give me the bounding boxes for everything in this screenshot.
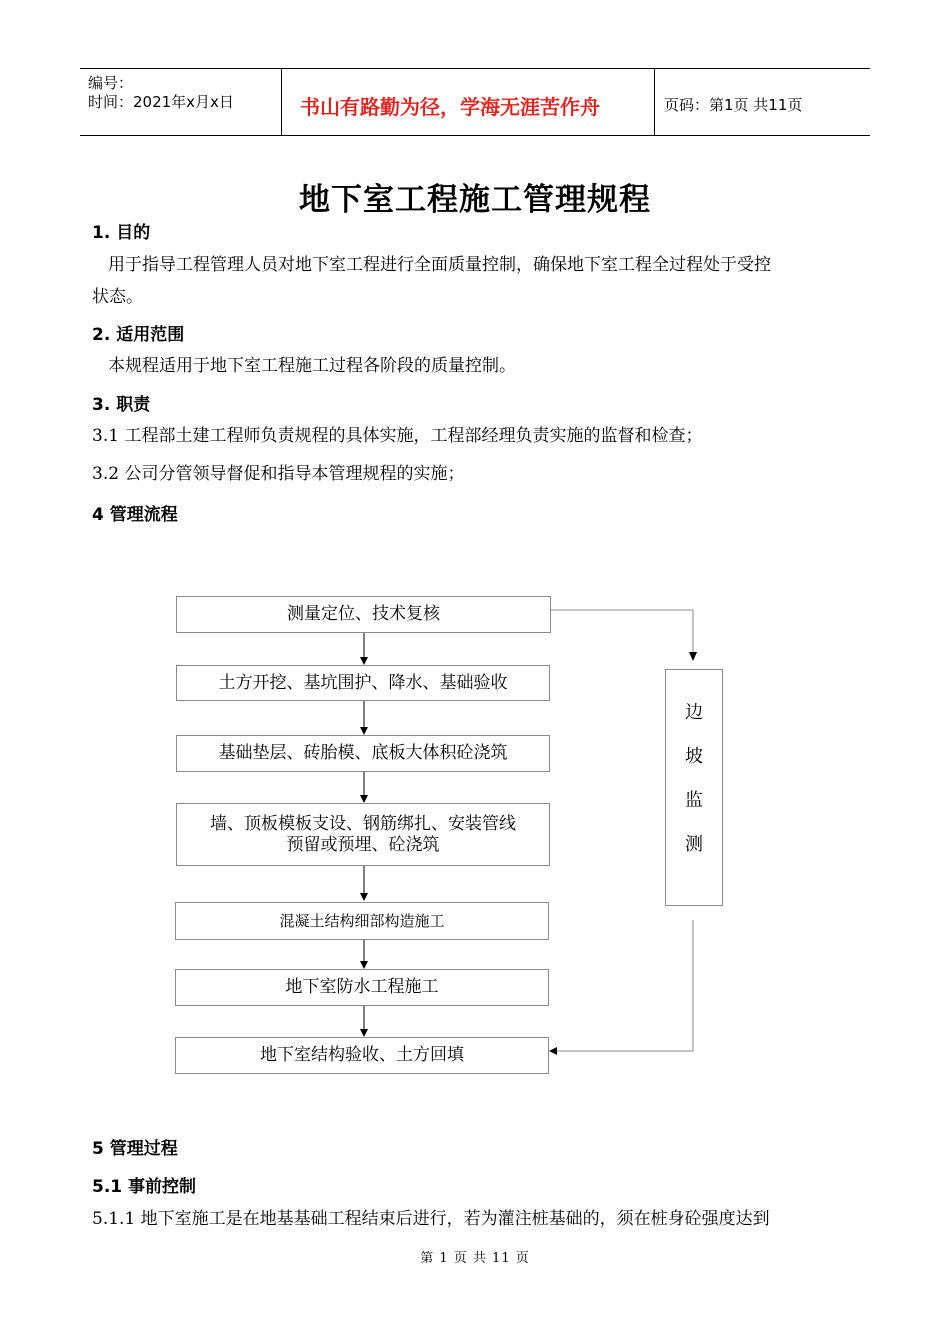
section-1-text-line2: 状态。	[92, 287, 143, 307]
flow-step-foundation-slab	[176, 735, 550, 772]
section-3-2-text: 3.2 公司分管领导督促和指导本管理规程的实施；	[92, 464, 465, 484]
flow-step-wall-slab-label-line2: 预留或预埋、砼浇筑	[286, 834, 440, 855]
page-title: 地下室工程施工管理规程	[299, 182, 651, 218]
connector-step1-side	[551, 610, 693, 660]
flow-step-waterproofing-label: 地下室防水工程施工	[285, 977, 439, 997]
section-1-text-line1: 用于指导工程管理人员对地下室工程进行全面质量控制，确保地下室工程全过程处于受控	[108, 255, 771, 275]
flow-step-acceptance-backfill	[175, 1037, 549, 1074]
flow-step-survey-label: 测量定位、技术复核	[287, 604, 440, 624]
arrowhead-into-side	[689, 652, 697, 661]
document-date-label: 时间：2021年x月x日	[88, 93, 234, 111]
flow-step-waterproofing	[175, 969, 549, 1006]
section-3-1-text: 3.1 工程部土建工程师负责规程的具体实施，工程部经理负责实施的监督和检查；	[92, 426, 703, 446]
side-char-1: 边	[685, 702, 703, 723]
flow-step-detail-construction-label: 混凝土结构细部构造施工	[279, 911, 445, 930]
side-char-3: 监	[685, 790, 703, 811]
flow-step-wall-slab-label-line1: 墙、顶板模板支设、钢筋绑扎、安装管线	[210, 813, 516, 834]
flow-step-excavation	[176, 665, 550, 701]
side-char-4: 测	[685, 834, 703, 855]
side-char-2: 坡	[685, 746, 703, 767]
header-page-info: 页码：第1页 共11页	[664, 96, 803, 114]
flow-step-wall-slab	[176, 803, 550, 866]
section-4-heading: 4 管理流程	[92, 505, 178, 525]
connector-side-step7	[556, 920, 693, 1051]
document-number-label: 编号：	[88, 74, 134, 92]
flow-step-excavation-label: 土方开挖、基坑围护、降水、基础验收	[218, 672, 508, 693]
section-1-heading: 1. 目的	[92, 223, 151, 243]
flow-step-acceptance-backfill-label: 地下室结构验收、土方回填	[260, 1045, 464, 1065]
section-5-heading: 5 管理过程	[92, 1139, 178, 1159]
section-5-1-heading: 5.1 事前控制	[92, 1177, 197, 1197]
section-3-heading: 3. 职责	[92, 395, 151, 415]
section-2-text: 本规程适用于地下室工程施工过程各阶段的质量控制。	[108, 356, 516, 376]
page-footer: 第 1 页 共 11 页	[420, 1251, 530, 1266]
flow-step-survey	[176, 596, 551, 633]
section-5-1-1-text: 5.1.1 地下室施工是在地基基础工程结束后进行，若为灌注桩基础的，须在桩身砼强度达到	[92, 1209, 770, 1229]
flow-step-foundation-slab-label: 基础垫层、砖胎模、底板大体积砼浇筑	[218, 743, 508, 763]
section-2-heading: 2. 适用范围	[92, 325, 185, 345]
flow-step-detail-construction	[175, 902, 549, 940]
header-motto: 书山有路勤为径，学海无涯苦作舟	[300, 95, 600, 119]
arrowhead-into-step7	[549, 1047, 557, 1055]
